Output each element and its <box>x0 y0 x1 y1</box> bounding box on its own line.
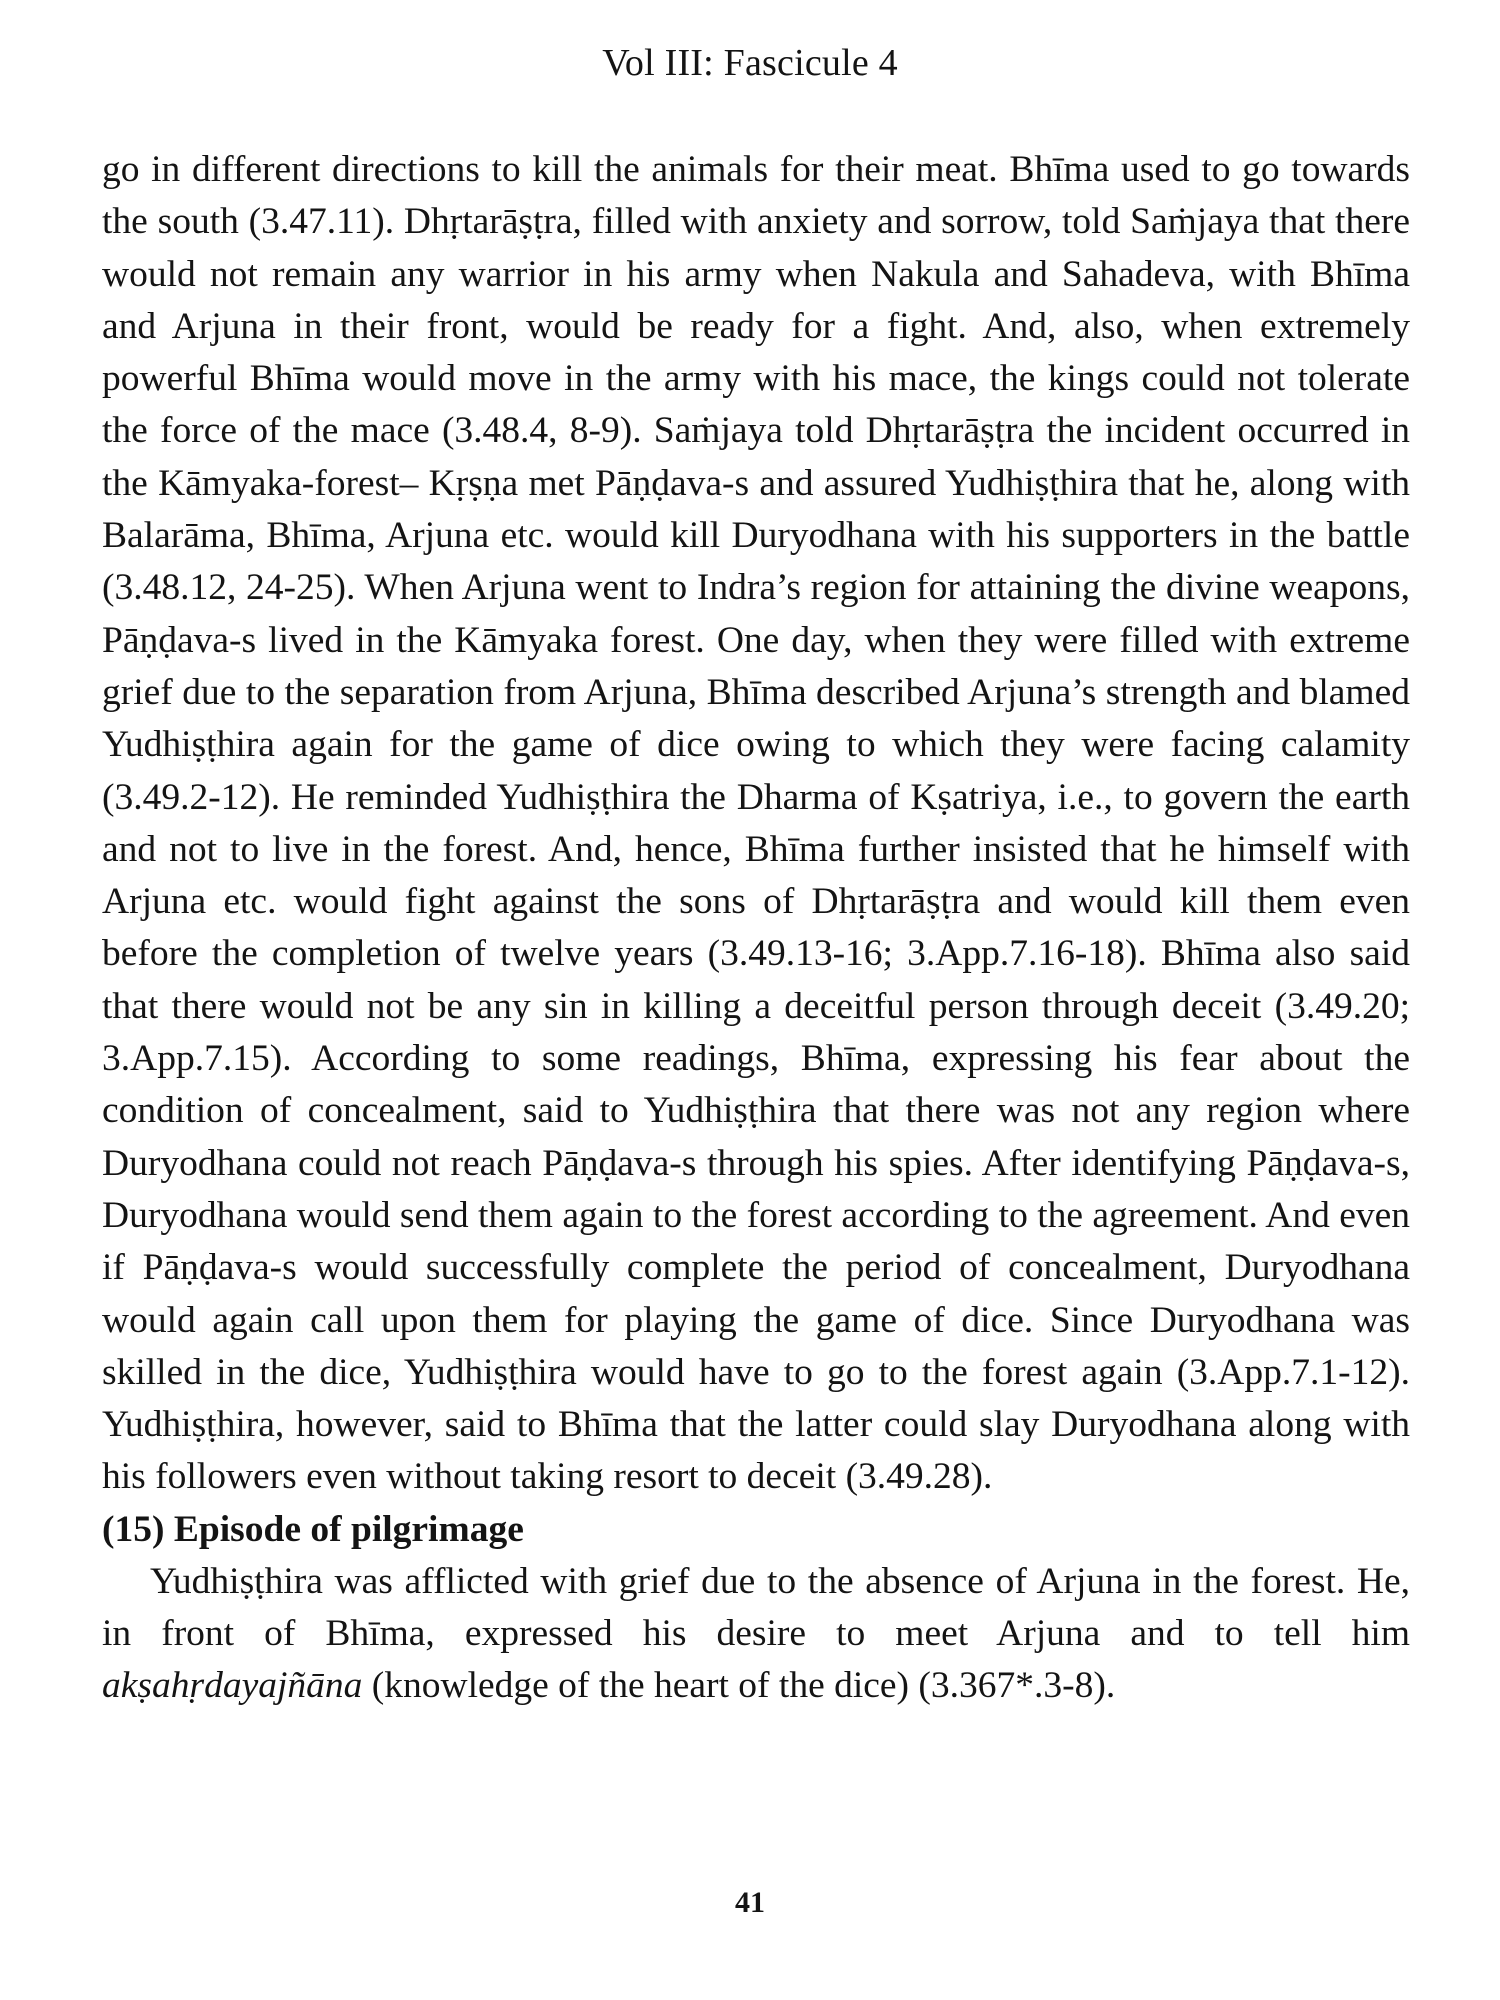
page-number: 41 <box>735 1886 765 1919</box>
paragraph-pilgrimage <box>102 1556 1410 1713</box>
body-text <box>102 144 1410 1713</box>
running-header: Vol III: Fascicule 4 <box>602 42 898 84</box>
paragraph-text-start: Yudhiṣṭhira was afflicted with grief due to the absence of Arjuna in the forest. He, in front of Bhīma, expressed his desire to meet Arjuna and to tell him <box>102 1560 1410 1655</box>
paragraph-continued: go in different directions to kill the animals for their meat. Bhīma used to go towards the south (3.47.11). Dhṛtarāṣṭra, filled with anxiety and sorrow, told Saṁjaya that there would not remain any warrior in his army when Nakula and Sahadeva, with Bhīma and Arjuna in their front, would be ready for a fight. And, also, when extremely powerful Bhīma would move in the army with his mace, the kings could not tolerate the force of the mace (3.48.4, 8-9). Saṁjaya told Dhṛtarāṣṭra the incident occurred in the Kāmyaka-forest– Kṛṣṇa met Pāṇḍava-s and assured Yudhiṣṭhira that he, along with Balarāma, Bhīma, Arjuna etc. would kill Duryodhana with his supporters in the battle (3.48.12, 24-25). When Arjuna went to Indra’s region for attaining the divine weapons, Pāṇḍava-s lived in the Kāmyaka forest. One day, when they were filled with extreme grief due to the separation from Arjuna, Bhīma described Arjuna’s strength and blamed Yudhiṣṭhira again for the game of dice owing to which they were facing calamity (3.49.2-12). He reminded Yudhiṣṭhira the Dharma of Kṣatriya, i.e., to govern the earth and not to live in the forest. And, hence, Bhīma further insisted that he himself with Arjuna etc. would fight against the sons of Dhṛtarāṣṭra and would kill them even before the completion of twelve years (3.49.13-16; 3.App.7.16-18). Bhīma also said that there would not be any sin in killing a deceitful person through deceit (3.49.20; 3.App.7.15). According to some readings, Bhīma, expressing his fear about the condition of concealment, said to Yudhiṣṭhira that there was not any region where Duryodhana could not reach Pāṇḍava-s through his spies. After identifying Pāṇḍava-s, Duryodhana would send them again to the forest according to the agreement. And even if Pāṇḍava-s would successfully complete the period of concealment, Duryodhana would again call upon them for playing the game of dice. Since Duryodhana was skilled in the dice, Yudhiṣṭhira would have to go to the forest again (3.App.7.1-12). Yudhiṣṭhira, however, said to Bhīma that the latter could slay Duryodhana along with his followers even without taking resort to deceit (3.49.28). <box>102 149 1410 1498</box>
paragraph-text-end: (knowledge of the heart of the dice) (3.367*.3-8). <box>362 1665 1116 1707</box>
italic-sanskrit-term: akṣahṛdayajñāna <box>102 1665 363 1707</box>
section-heading: (15) Episode of pilgrimage <box>102 1508 524 1550</box>
